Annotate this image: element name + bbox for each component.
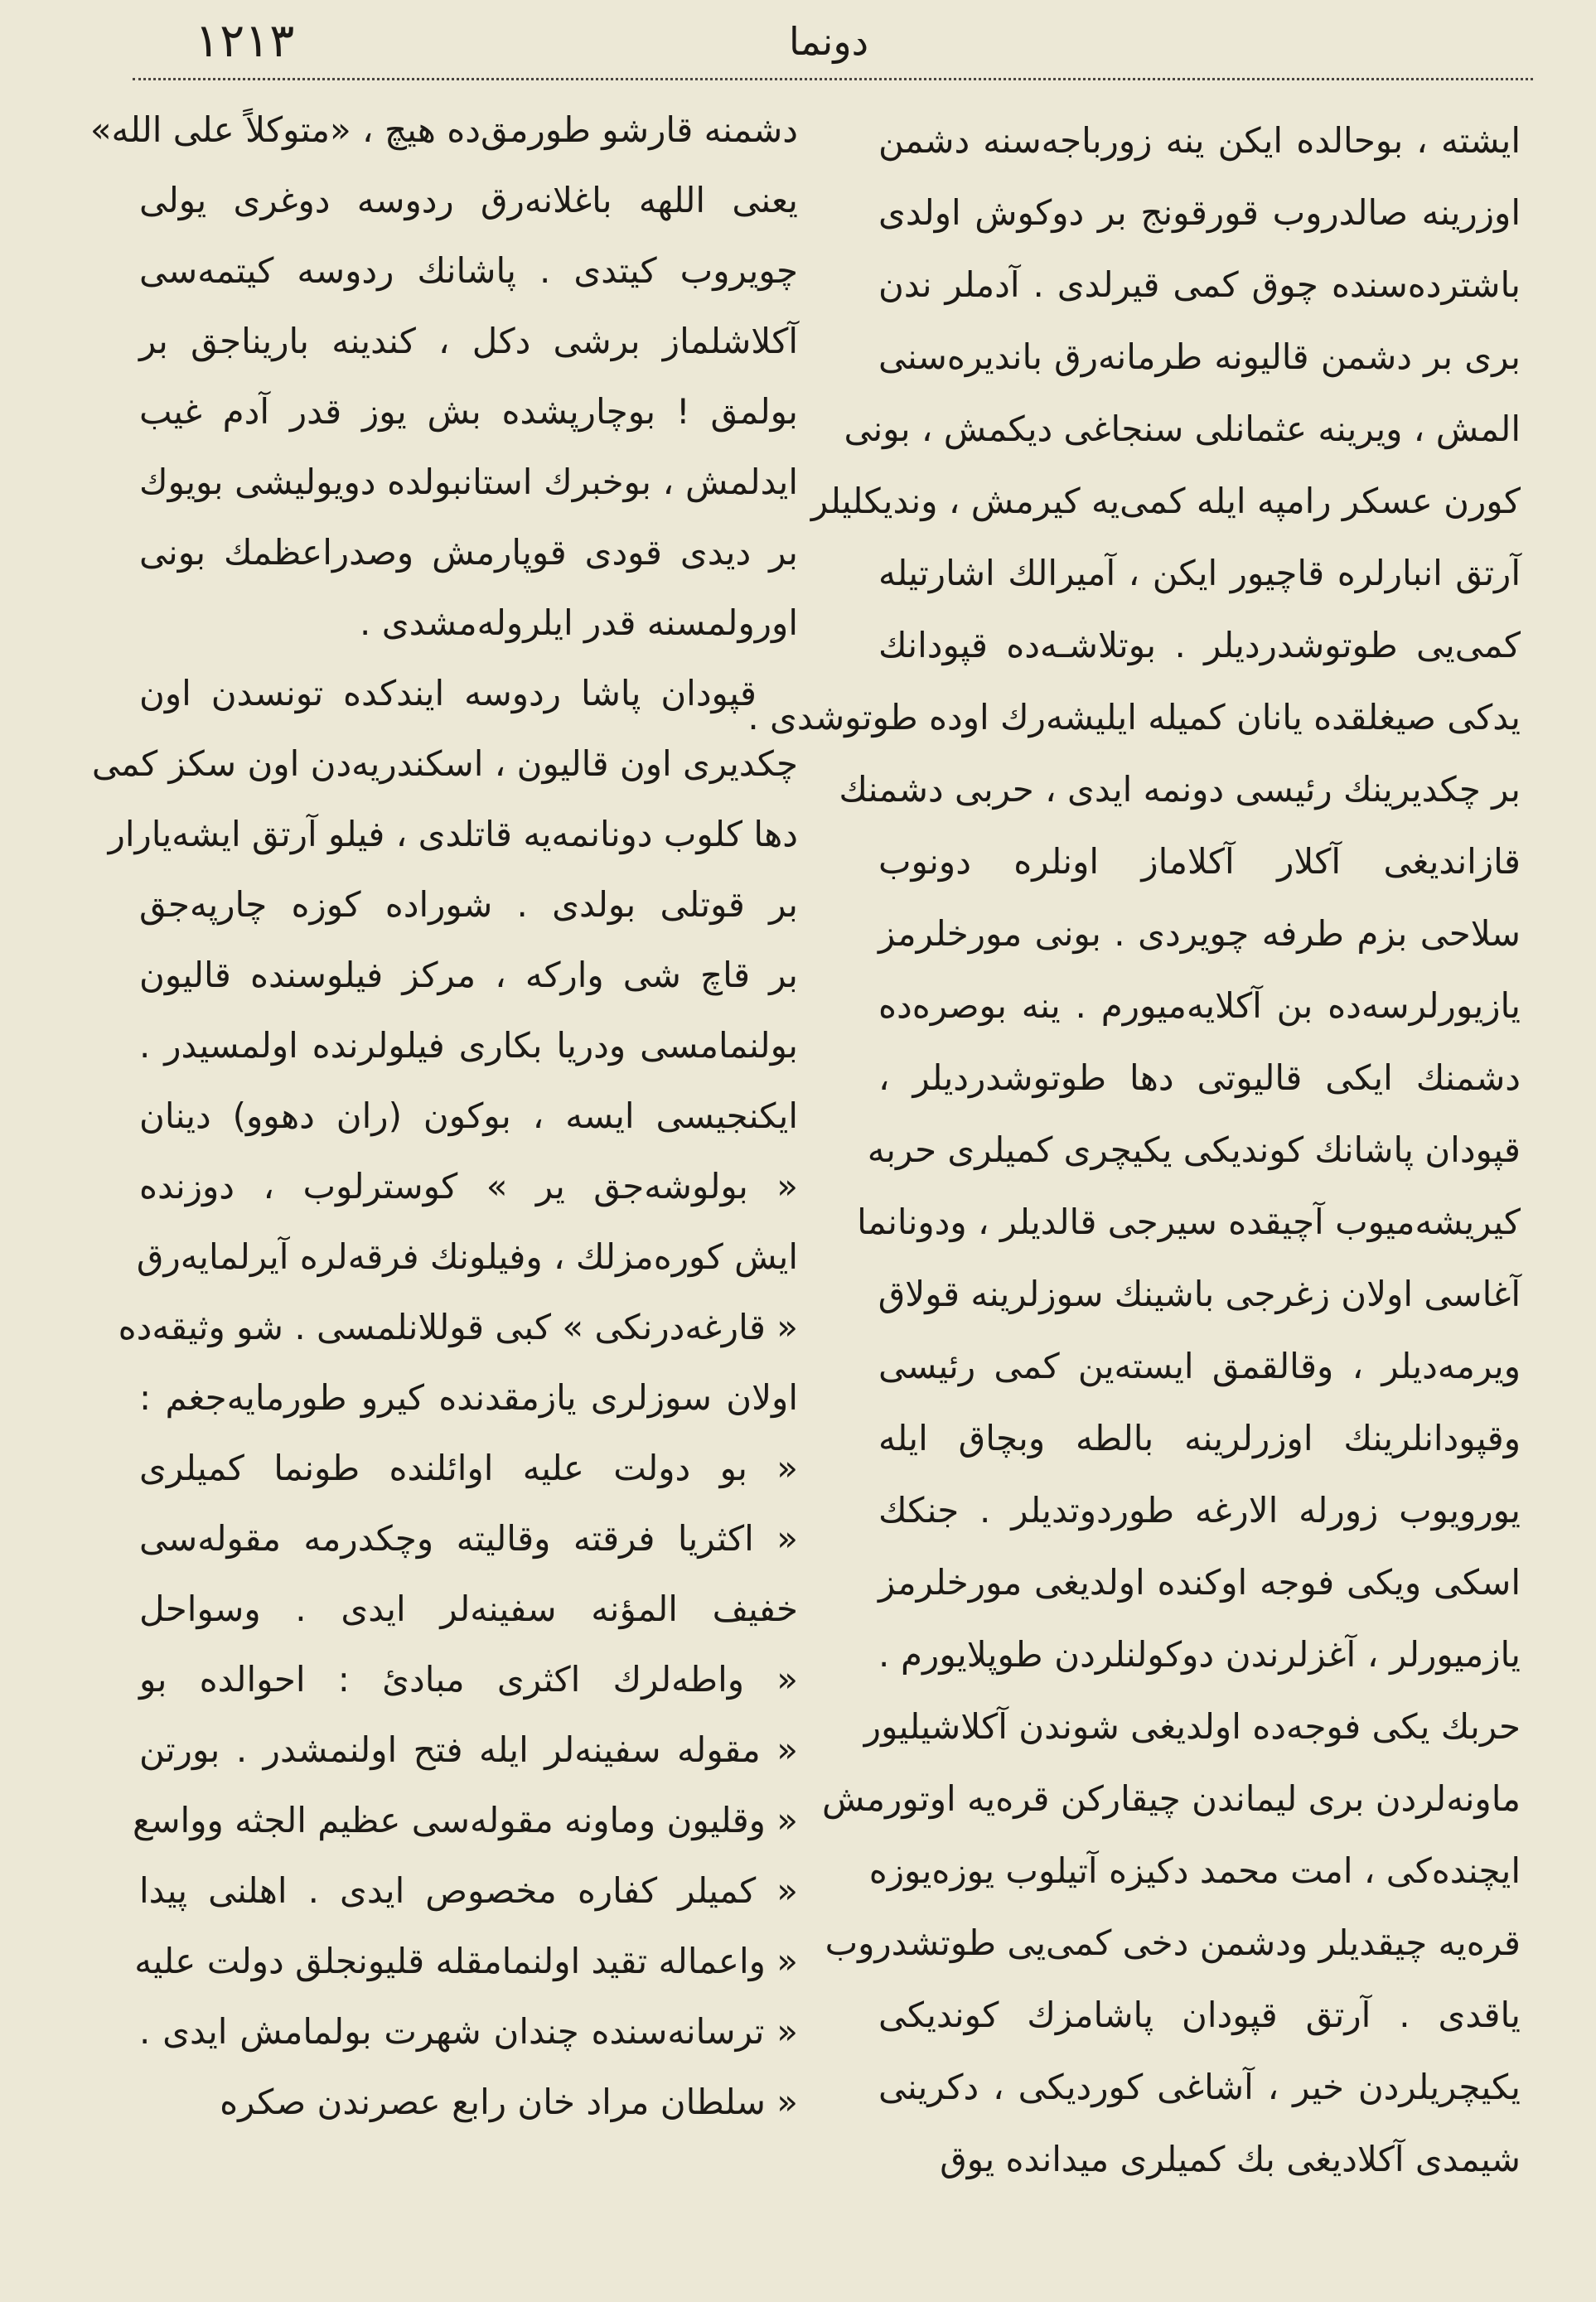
text-line: بری بر دشمن قالیونه طرمانه‌رق باندیره‌سنی: [878, 336, 1521, 377]
text-line: چویروب کیتدی . پاشانك ردوسه کیتمه‌سی: [139, 250, 798, 291]
page-number: ١٢١٣: [195, 14, 295, 68]
text-line: ایشته ، بوحالده ایکن ینه زورباجه‌سنه دشمن: [878, 120, 1521, 161]
text-line: آرتق انبارلره قاچیور ایکن ، آمیرالك اشارتیله: [878, 553, 1521, 593]
text-line: باشترده‌سنده چوق کمی قیرلدی . آدملر ندن: [878, 264, 1521, 305]
text-line: « وقلیون وماونه مقوله‌سی عظیم الجثه وواسع: [133, 1800, 798, 1840]
text-line: چکدیری اون قالیون ، اسکندریه‌دن اون سکز کمی: [91, 743, 798, 784]
text-line: « قارغه‌درنکی » کبی قوللانلمسی . شو وثیقه‌ده: [118, 1307, 798, 1347]
text-line: شیمدی آکلادیغی بك کمیلری میدانده یوق: [940, 2139, 1521, 2179]
text-line: یدکی صیغلقده یانان کمیله ایلیشه‌رك اوده طوتوشدی .: [747, 697, 1521, 738]
text-line: ایش کوره‌مزلك ، وفیلونك فرقه‌لره آیرلمایه‌رق: [136, 1236, 798, 1277]
text-line: دشمنه قارشو طورمق‌ده هیچ ، «متوکلاً علی الله»: [89, 109, 798, 150]
left-text-column: [89, 94, 798, 2137]
text-line: بولنمامسی ودریا بکاری فیلولرنده اولمسیدر .: [139, 1025, 798, 1066]
text-line: ایدلمش ، بوخبرك استانبولده دویولیشی بویوك: [139, 462, 798, 502]
text-line: سلاحی بزم طرفه چویردی . بونی مورخلرمز: [878, 913, 1521, 954]
text-line: ایکنجیسی ایسه ، بوکون (ران دهوو) دینان: [139, 1095, 798, 1136]
text-line: بر قوتلی بولدی . شوراده کوزه چارپه‌جق: [139, 884, 798, 925]
text-line: اولان سوزلری یازمقدنده کیرو طورمایه‌جغم :: [139, 1377, 798, 1418]
running-title: دونما: [788, 19, 869, 64]
text-line: دشمنك ایکی قالیوتی دها طوتوشدردیلر ،: [878, 1057, 1521, 1098]
text-line: یازمیورلر ، آغزلرندن دوکولنلردن طوپلایورم .: [878, 1634, 1521, 1675]
header-dotted-rule: [133, 78, 1533, 80]
text-line: یعنی اللهه باغلانه‌رق ردوسه دوغری یولی: [139, 180, 798, 220]
text-line: قره‌یه چیقدیلر ودشمن دخی کمی‌یی طوتشدروب: [825, 1922, 1521, 1963]
text-line: ویرمه‌دیلر ، وقالقمق ایسته‌ین کمی رئیسی: [878, 1346, 1521, 1386]
text-line: « واطه‌لرك اکثری مبادیٔ : احوالده بو: [139, 1659, 798, 1700]
text-line: بر دیدی قودی قوپارمش وصدراعظمك بونی: [139, 532, 798, 573]
text-line: آکلاشلماز برشی دکل ، کندینه باریناجق بر: [139, 321, 798, 361]
text-line: آغاسی اولان زغرجی باشینك سوزلرینه قولاق: [878, 1274, 1521, 1314]
text-line: بر قاچ شی وارکه ، مرکز فیلوسنده قالیون: [139, 955, 798, 995]
text-line: یاقدی . آرتق قپودان پاشامزك کوندیکی: [878, 1995, 1521, 2035]
text-line: حربك یکی فوجه‌ده اولدیغی شوندن آکلاشیلیور: [863, 1706, 1521, 1747]
text-line: خفیف المؤنه سفینه‌لر ایدی . وسواحل: [139, 1589, 798, 1629]
text-line: وقپودانلرینك اوزرلرینه بالطه وبچاق ایله: [878, 1418, 1521, 1458]
text-line: « اکثریا فرقته وقالیته وچکدرمه مقوله‌سی: [139, 1518, 798, 1559]
text-line: « سلطان مراد خان رابع عصرندن صکره: [220, 2082, 798, 2122]
text-line: ایچنده‌کی ، امت محمد دکیزه آتیلوب یوزه‌یوزه: [868, 1850, 1521, 1891]
text-line: « کمیلر کفاره مخصوص ایدی . اهلنی پیدا: [139, 1870, 798, 1911]
text-line: « بولوشه‌جق یر » کوسترلوب ، دوزنده: [139, 1166, 798, 1207]
text-line: « مقوله سفینه‌لر ایله فتح اولنمشدر . بورتن: [139, 1729, 798, 1770]
text-line: ماونه‌لردن بری لیماندن چیقارکن قره‌یه اوتورمش: [822, 1778, 1521, 1819]
text-line: اورولمسنه قدر ایلروله‌مشدی .: [360, 602, 798, 643]
text-line: « واعماله تقید اولنمامقله قلیونجلق دولت علیه: [134, 1941, 798, 1981]
text-line: اوزرینه صالدروب قورقونج بر دوکوش اولدی: [878, 192, 1521, 233]
text-line: بر چکدیرینك رئیسی دونمه ایدی ، حربی دشمنك: [839, 769, 1521, 810]
text-line: قپودان پاشا ردوسه ایندکده تونسدن اون: [139, 673, 757, 713]
text-line: بولمق ! بوچارپشده بش یوز قدر آدم غیب: [139, 391, 798, 432]
text-line: یازیورلرسه‌ده بن آکلایه‌میورم . ینه بوصره‌ده: [878, 985, 1521, 1026]
text-line: « بو دولت علیه اوائلنده طونما کمیلری: [139, 1448, 798, 1488]
text-line: « ترسانه‌سنده چندان شهرت بولمامش ایدی .: [139, 2011, 798, 2052]
text-line: قازاندیغی آکلار آکلاماز اونلره دونوب: [878, 841, 1521, 882]
text-line: کیریشه‌میوب آچیقده سیرجی قالدیلر ، ودونانما: [857, 1202, 1521, 1242]
text-line: دها کلوب دونانمه‌یه قاتلدی ، فیلو آرتق ایشه‌یارار: [108, 814, 798, 854]
text-line: یورویوب زورله الارغه طوردوتدیلر . جنکك: [878, 1490, 1521, 1531]
text-line: یکیچریلردن خیر ، آشاغی کوردیکی ، دکرینی: [878, 2067, 1521, 2107]
right-text-column: [747, 104, 1521, 2195]
text-line: اسکی ویکی فوجه اوکنده اولدیغی مورخلرمز: [878, 1562, 1521, 1603]
text-line: قپودان پاشانك کوندیکی یکیچری کمیلری حربه: [867, 1129, 1521, 1170]
text-line: المش ، ویرینه عثمانلی سنجاغی دیکمش ، بونی: [844, 409, 1521, 449]
text-line: کورن عسکر رامپه ایله کمی‌یه کیرمش ، وندیکلیلر: [810, 481, 1521, 521]
text-line: کمی‌یی طوتوشدردیلر . بوتلاشـه‌ده قپودانك: [878, 625, 1521, 665]
